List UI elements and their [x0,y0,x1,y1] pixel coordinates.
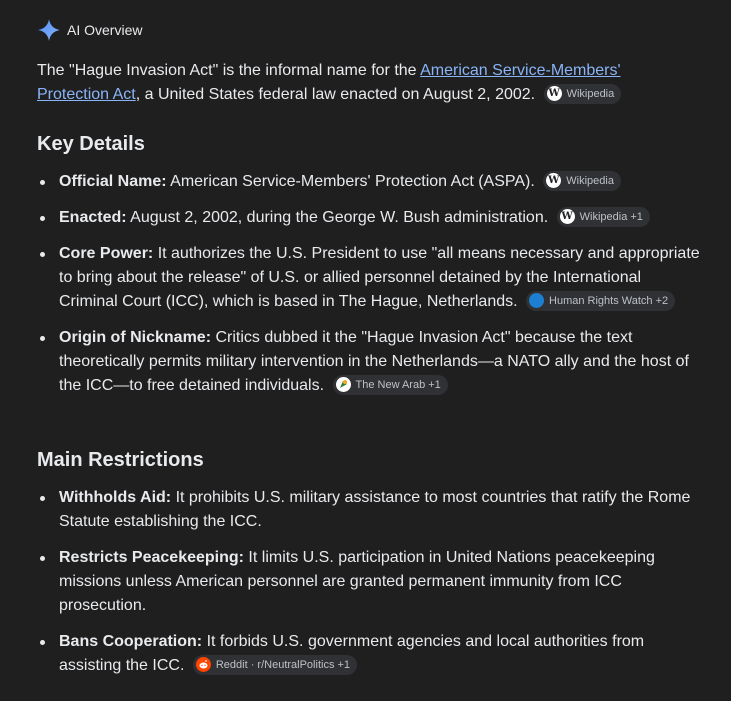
source-chip-label: Wikipedia [566,87,615,100]
wikipedia-icon: W [547,86,562,101]
item-label: Official Name: [59,173,167,190]
sparkle-icon [37,18,61,42]
section-heading-key-details: Key Details [37,133,145,155]
wikipedia-icon: W [546,173,561,188]
intro-text-end: , a United States federal law enacted on August 2, 2002. [135,86,536,103]
list-item [37,326,702,398]
aspa-link[interactable]: American Service-Members' Protection Act [37,62,621,103]
source-chip-label: Wikipedia [566,174,614,187]
source-chip-label: Human Rights Watch +2 [549,294,669,307]
section-heading-main-restrictions: Main Restrictions [37,449,204,471]
item-text: August 2, 2002, during the George W. Bush administration. [126,209,549,226]
item-text: Critics dubbed it the "Hague Invasion Act" because the text theoretically permits military intervention in the Netherlands—a NATO ally and the host of the ICC—to free detained individuals. [59,329,689,394]
item-label: Enacted: [59,209,127,226]
source-chip-label: The New Arab +1 [355,378,441,391]
list-item [37,546,702,618]
list-item [37,630,702,678]
source-chip-human-rights-watch[interactable] [526,291,675,311]
item-label: Bans Cooperation: [59,633,203,650]
source-chip-label: Wikipedia +1 [579,210,643,223]
ai-overview-title: AI Overview [67,22,143,38]
item-text: American Service-Members' Protection Act (ASPA). [166,173,535,190]
list-item [37,206,702,230]
item-label: Core Power: [59,245,154,262]
source-chip-reddit[interactable] [193,655,357,675]
wikipedia-icon: W [560,209,575,224]
list-item [37,242,702,314]
source-chip-new-arab[interactable] [333,375,448,395]
intro-text: The "Hague Invasion Act" is the informal name for the [37,62,421,79]
item-text: It limits U.S. participation in United Nations peacekeeping missions unless American personnel are granted permanent immunity from ICC prosecution. [59,549,655,614]
list-item [37,170,702,194]
key-details-list [37,170,702,410]
item-label: Restricts Peacekeeping: [59,549,244,566]
item-text: It prohibits U.S. military assistance to most countries that ratify the Rome Statute establishing the ICC. [59,489,691,530]
intro-paragraph [37,59,697,107]
ai-overview-header [37,18,142,42]
item-label: Withholds Aid: [59,489,172,506]
item-text: It forbids U.S. government agencies and local authorities from assisting the ICC. [59,633,645,674]
item-label: Origin of Nickname: [59,329,212,346]
main-restrictions-list [37,486,702,690]
source-chip-wikipedia[interactable] [544,84,622,104]
source-chip-wikipedia[interactable] [543,171,621,191]
new-arab-icon [336,377,351,392]
reddit-icon [196,657,211,672]
source-chip-label: Reddit · r/NeutralPolitics +1 [215,658,351,671]
human-rights-watch-icon [529,293,544,308]
item-text: It authorizes the U.S. President to use "all means necessary and appropriate to bring about the release" of U.S. or allied personnel detained by the International Criminal Court (ICC), which is based in The Hague, Netherlands. [59,245,700,310]
list-item [37,486,702,534]
source-chip-wikipedia[interactable] [557,207,650,227]
